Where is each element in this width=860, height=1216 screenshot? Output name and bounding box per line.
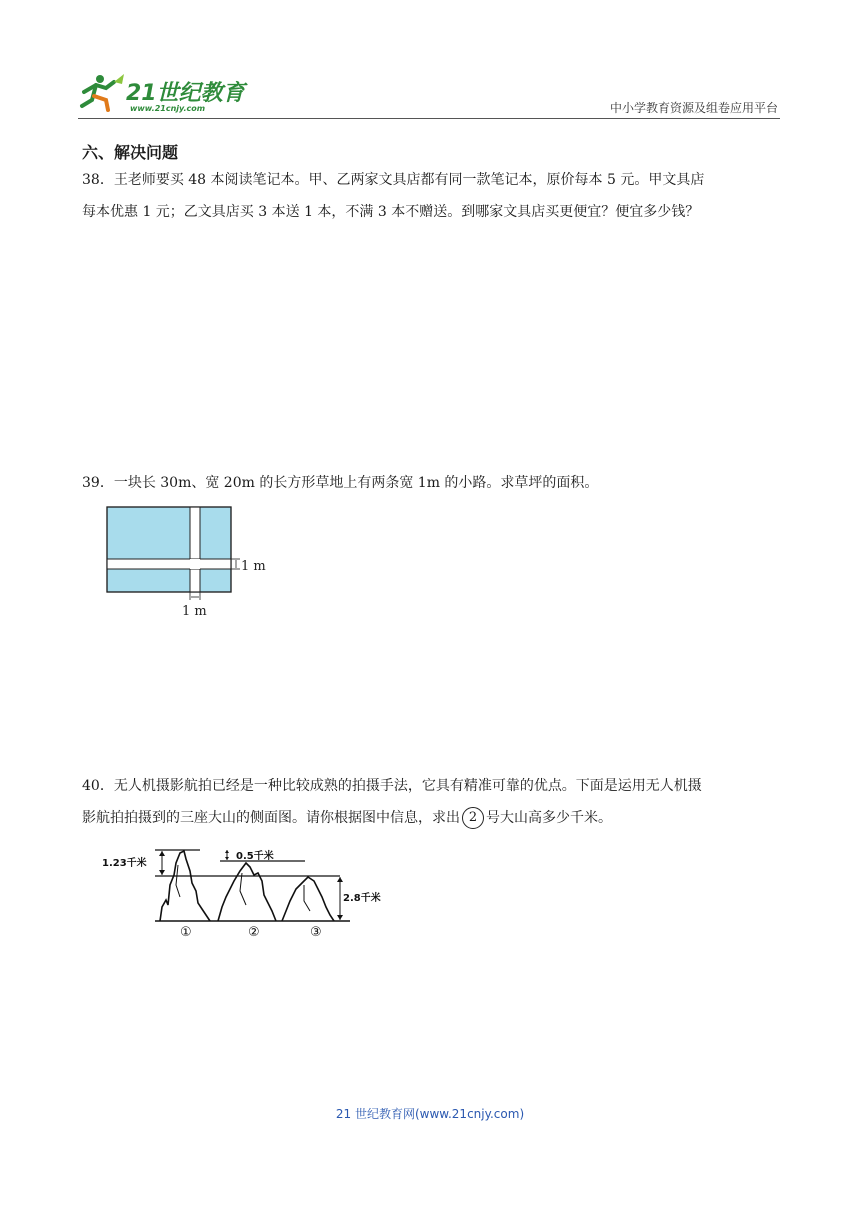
logo-url: www.21cnjy.com xyxy=(130,104,206,113)
vertical-path xyxy=(190,507,200,592)
mountain-1 xyxy=(160,851,210,921)
horizontal-path xyxy=(107,559,231,569)
height-label-top: 0.5千米 xyxy=(236,851,274,862)
circled-number: 2 xyxy=(462,807,484,829)
question-38 xyxy=(82,164,782,228)
mountain-diagram xyxy=(100,845,400,940)
mountain-2-label: ② xyxy=(248,925,260,940)
question-38-line-2: 每本优惠 1 元；乙文具店买 3 本送 1 本，不满 3 本不赠送。到哪家文具店买更便宜？便宜多少钱？ xyxy=(82,204,700,220)
logo-text: 21世纪教育 xyxy=(126,81,245,106)
question-40-text-b: 号大山高多少千米。 xyxy=(486,810,612,826)
platform-label: 中小学教育资源及组卷应用平台 xyxy=(609,101,778,115)
lawn-diagram xyxy=(100,504,280,620)
runner-icon xyxy=(82,74,124,110)
height-label-right: 2.8千米 xyxy=(343,893,381,904)
dimension-label-right: 1 m xyxy=(241,559,266,574)
footer-link[interactable]: 21 世纪教育网(www.21cnjy.com) xyxy=(335,1107,525,1121)
mountain-3-label: ③ xyxy=(310,925,322,940)
question-40-line-2 xyxy=(82,802,782,834)
site-logo xyxy=(78,70,248,114)
height-label-left: 1.23千米 xyxy=(102,858,147,869)
dimension-label-bottom: 1 m xyxy=(182,604,207,619)
question-38-line-1: 38．王老师要买 48 本阅读笔记本。甲、乙两家文具店都有同一款笔记本，原价每本 5 元。甲文具店 xyxy=(82,172,705,188)
section-title: 六、解决问题 xyxy=(82,143,179,162)
mountain-1-label: ① xyxy=(180,925,192,940)
header-divider xyxy=(78,118,780,119)
mountain-3 xyxy=(282,877,334,921)
question-40-line-1: 40．无人机摄影航拍已经是一种比较成熟的拍摄手法，它具有精准可靠的优点。下面是运用无人机摄 xyxy=(82,778,702,794)
question-40 xyxy=(82,770,782,834)
lawn-rectangle xyxy=(107,507,231,592)
question-40-text-a: 影航拍拍摄到的三座大山的侧面图。请你根据图中信息，求出 xyxy=(82,810,460,826)
question-39 xyxy=(82,467,782,499)
mountain-2 xyxy=(218,863,276,921)
question-39-line-1: 39．一块长 30m、宽 20m 的长方形草地上有两条宽 1m 的小路。求草坪的面积。 xyxy=(82,475,599,491)
